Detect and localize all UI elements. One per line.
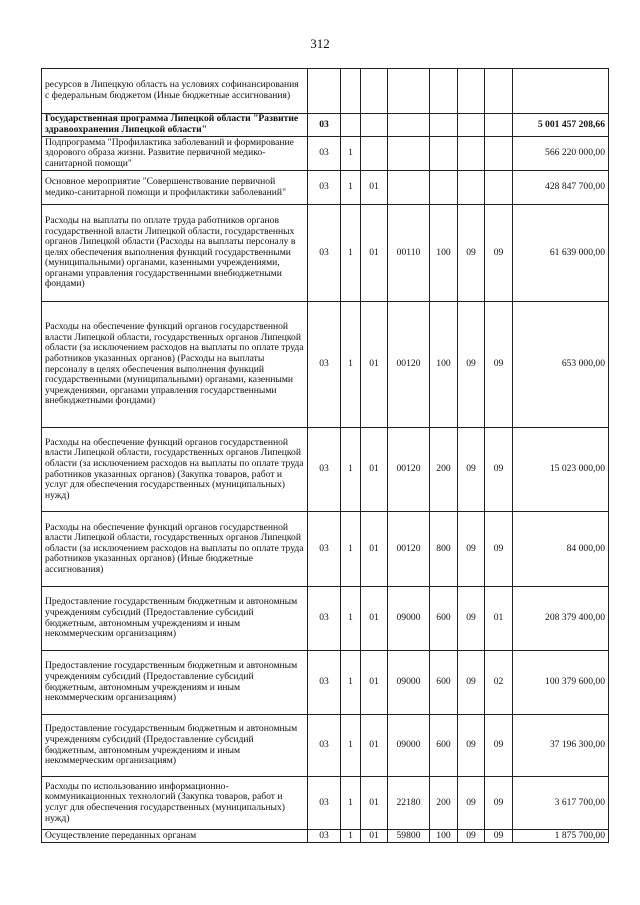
table-row — [42, 137, 609, 171]
code-cell-subsection: 02 — [485, 651, 513, 715]
code-cell-expense-type — [430, 171, 458, 205]
code-cell-subsection: 09 — [485, 777, 513, 830]
description-cell: Расходы по использованию информационно-коммуникационных технологий (Закупка товаров, работ и услуг для обеспечения государственных (муниципальных) нужд) — [42, 777, 308, 830]
amount-cell: 100 379 600,00 — [513, 651, 609, 715]
code-cell-subsection: 09 — [485, 715, 513, 777]
amount-cell: 3 617 700,00 — [513, 777, 609, 830]
description-cell: Осуществление переданных органам — [42, 830, 308, 843]
code-cell-program: 03 — [308, 651, 341, 715]
description-cell: Предоставление государственным бюджетным и автономным учреждениям субсидий (Предоставление субсидий бюджетным, автономным учреждениям и иным некоммерческим организациям) — [42, 651, 308, 715]
code-cell-expense-type: 100 — [430, 302, 458, 428]
code-cell-direction: 00120 — [388, 428, 430, 512]
code-cell-section: 09 — [458, 512, 485, 587]
table-row — [42, 171, 609, 205]
code-cell-subprogram: 1 — [341, 777, 361, 830]
code-cell-direction — [388, 69, 430, 114]
code-cell-expense-type — [430, 69, 458, 114]
budget-table — [41, 68, 609, 843]
table-row — [42, 830, 609, 843]
code-cell-direction: 00120 — [388, 512, 430, 587]
code-cell-expense-type: 100 — [430, 830, 458, 843]
code-cell-program: 03 — [308, 777, 341, 830]
code-cell-measure: 01 — [361, 171, 388, 205]
table-row — [42, 777, 609, 830]
code-cell-direction: 59800 — [388, 830, 430, 843]
code-cell-direction — [388, 171, 430, 205]
code-cell-expense-type: 600 — [430, 715, 458, 777]
code-cell-subsection: 01 — [485, 587, 513, 651]
description-cell: Государственная программа Липецкой области "Развитие здравоохранения Липецкой области" — [42, 114, 308, 137]
amount-cell: 5 001 457 208,66 — [513, 114, 609, 137]
code-cell-section: 09 — [458, 715, 485, 777]
code-cell-subsection: 09 — [485, 302, 513, 428]
page-number: 312 — [310, 36, 330, 51]
amount-cell: 208 379 400,00 — [513, 587, 609, 651]
code-cell-program: 03 — [308, 512, 341, 587]
table-row — [42, 651, 609, 715]
code-cell-subprogram: 1 — [341, 428, 361, 512]
table-row — [42, 428, 609, 512]
code-cell-subsection — [485, 171, 513, 205]
code-cell-measure: 01 — [361, 302, 388, 428]
code-cell-section — [458, 171, 485, 205]
code-cell-subsection: 09 — [485, 830, 513, 843]
code-cell-subprogram: 1 — [341, 715, 361, 777]
amount-cell: 653 000,00 — [513, 302, 609, 428]
code-cell-section — [458, 137, 485, 171]
table-row — [42, 715, 609, 777]
table-row — [42, 512, 609, 587]
budget-table-body — [42, 69, 609, 843]
amount-cell: 428 847 700,00 — [513, 171, 609, 205]
code-cell-section: 09 — [458, 777, 485, 830]
amount-cell: 566 220 000,00 — [513, 137, 609, 171]
code-cell-subprogram: 1 — [341, 512, 361, 587]
description-cell: Расходы на обеспечение функций органов государственной власти Липецкой области, государственных органов Липецкой области (за исключением расходов на выплаты по оплате труда работников указанных органов) (Расходы на выплаты персоналу в целях обеспечения выполнения функций государственными (муниципальными) органами, казенными учреждениями, органами управления государственными внебюджетными фондами) — [42, 302, 308, 428]
code-cell-subprogram: 1 — [341, 587, 361, 651]
amount-cell — [513, 69, 609, 114]
code-cell-subsection — [485, 114, 513, 137]
code-cell-program: 03 — [308, 830, 341, 843]
amount-cell: 15 023 000,00 — [513, 428, 609, 512]
code-cell-measure: 01 — [361, 587, 388, 651]
code-cell-subprogram: 1 — [341, 302, 361, 428]
code-cell-program: 03 — [308, 428, 341, 512]
code-cell-program: 03 — [308, 137, 341, 171]
code-cell-section: 09 — [458, 428, 485, 512]
code-cell-subprogram — [341, 69, 361, 114]
table-row — [42, 587, 609, 651]
code-cell-expense-type — [430, 114, 458, 137]
description-cell: Предоставление государственным бюджетным и автономным учреждениям субсидий (Предоставление субсидий бюджетным, автономным учреждениям и иным некоммерческим организациям) — [42, 715, 308, 777]
code-cell-section: 09 — [458, 830, 485, 843]
table-row — [42, 205, 609, 302]
code-cell-direction: 09000 — [388, 587, 430, 651]
code-cell-measure — [361, 137, 388, 171]
code-cell-measure: 01 — [361, 428, 388, 512]
code-cell-direction: 09000 — [388, 715, 430, 777]
code-cell-program — [308, 69, 341, 114]
code-cell-direction: 00110 — [388, 205, 430, 302]
code-cell-measure: 01 — [361, 651, 388, 715]
code-cell-program: 03 — [308, 114, 341, 137]
code-cell-subprogram: 1 — [341, 137, 361, 171]
code-cell-subprogram: 1 — [341, 171, 361, 205]
description-cell: Расходы на выплаты по оплате труда работников органов государственной власти Липецкой области, государственных органов Липецкой области (Расходы на выплаты персоналу в целях обеспечения выполнения функций государственными (муниципальными) органами, казенными учреждениями, органами управления государственными внебюджетными фондами) — [42, 205, 308, 302]
code-cell-expense-type: 600 — [430, 587, 458, 651]
code-cell-measure — [361, 69, 388, 114]
code-cell-measure — [361, 114, 388, 137]
code-cell-expense-type: 600 — [430, 651, 458, 715]
code-cell-section: 09 — [458, 651, 485, 715]
code-cell-section: 09 — [458, 587, 485, 651]
code-cell-subsection: 09 — [485, 512, 513, 587]
description-cell: Расходы на обеспечение функций органов государственной власти Липецкой области, государственных органов Липецкой области (за исключением расходов на выплаты по оплате труда работников указанных органов) (Иные бюджетные ассигнования) — [42, 512, 308, 587]
description-cell: Предоставление государственным бюджетным и автономным учреждениям субсидий (Предоставление субсидий бюджетным, автономным учреждениям и иным некоммерческим организациям) — [42, 587, 308, 651]
code-cell-expense-type: 200 — [430, 428, 458, 512]
code-cell-expense-type — [430, 137, 458, 171]
description-cell: ресурсов в Липецкую область на условиях софинансирования с федеральным бюджетом (Иные бюджетные ассигнования) — [42, 69, 308, 114]
amount-cell: 84 000,00 — [513, 512, 609, 587]
amount-cell: 61 639 000,00 — [513, 205, 609, 302]
code-cell-program: 03 — [308, 302, 341, 428]
table-row — [42, 302, 609, 428]
code-cell-section — [458, 69, 485, 114]
description-cell: Подпрограмма "Профилактика заболеваний и формирование здорового образа жизни. Развитие первичной медико-санитарной помощи" — [42, 137, 308, 171]
code-cell-direction — [388, 137, 430, 171]
description-cell: Расходы на обеспечение функций органов государственной власти Липецкой области, государственных органов Липецкой области (за исключением расходов на выплаты по оплате труда работников указанных органов) (Закупка товаров, работ и услуг для обеспечения государственных (муниципальных) нужд) — [42, 428, 308, 512]
code-cell-subprogram: 1 — [341, 830, 361, 843]
code-cell-program: 03 — [308, 171, 341, 205]
code-cell-program: 03 — [308, 715, 341, 777]
code-cell-program: 03 — [308, 587, 341, 651]
code-cell-subsection — [485, 137, 513, 171]
code-cell-measure: 01 — [361, 830, 388, 843]
code-cell-direction: 00120 — [388, 302, 430, 428]
code-cell-measure: 01 — [361, 205, 388, 302]
table-row — [42, 114, 609, 137]
amount-cell: 1 875 700,00 — [513, 830, 609, 843]
code-cell-subprogram: 1 — [341, 205, 361, 302]
code-cell-measure: 01 — [361, 715, 388, 777]
code-cell-subsection: 09 — [485, 205, 513, 302]
table-row — [42, 69, 609, 114]
code-cell-subsection: 09 — [485, 428, 513, 512]
description-cell: Основное мероприятие "Совершенствование первичной медико-санитарной помощи и профилактики заболеваний" — [42, 171, 308, 205]
code-cell-subsection — [485, 69, 513, 114]
code-cell-section — [458, 114, 485, 137]
code-cell-direction — [388, 114, 430, 137]
code-cell-subprogram: 1 — [341, 651, 361, 715]
code-cell-expense-type: 200 — [430, 777, 458, 830]
code-cell-section: 09 — [458, 205, 485, 302]
code-cell-section: 09 — [458, 302, 485, 428]
code-cell-measure: 01 — [361, 512, 388, 587]
code-cell-program: 03 — [308, 205, 341, 302]
code-cell-expense-type: 100 — [430, 205, 458, 302]
code-cell-measure: 01 — [361, 777, 388, 830]
code-cell-expense-type: 800 — [430, 512, 458, 587]
code-cell-direction: 22180 — [388, 777, 430, 830]
amount-cell: 37 196 300,00 — [513, 715, 609, 777]
code-cell-subprogram — [341, 114, 361, 137]
code-cell-direction: 09000 — [388, 651, 430, 715]
